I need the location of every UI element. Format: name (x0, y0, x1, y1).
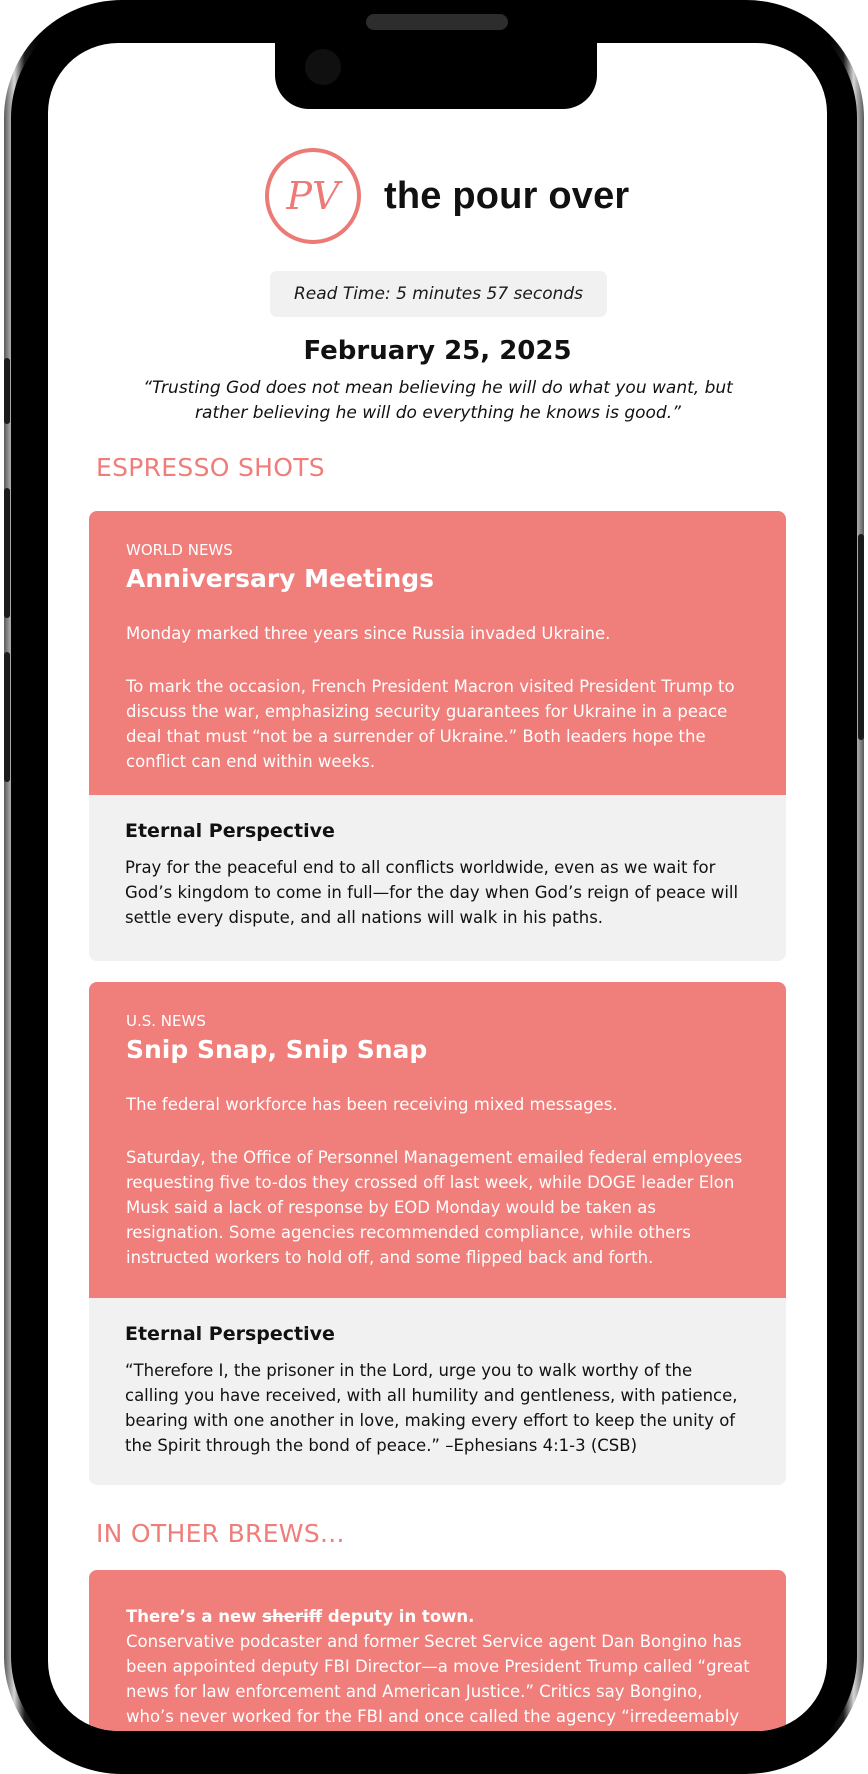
story-title[interactable]: Anniversary Meetings (126, 564, 435, 593)
phone-frame (4, 0, 864, 1774)
volume-down-button (4, 652, 10, 782)
story-paragraph: To mark the occasion, French President Macron visited President Trump to discuss the war, emphasizing security guarantees for Ukraine in a peace deal that must “not be a surrender of Ukraine.” Both leaders hope the conflict can end within weeks. (126, 677, 735, 771)
front-camera (305, 49, 341, 85)
brand-name: the pour over (384, 174, 630, 217)
story-card (89, 511, 786, 961)
issue-date: February 25, 2025 (303, 336, 572, 366)
eternal-perspective-panel (89, 795, 786, 961)
phone-screen (48, 43, 827, 1731)
story-category: WORLD NEWS (126, 541, 233, 559)
svg-text:PV: PV (286, 174, 340, 218)
notch (275, 43, 597, 109)
story-body (89, 982, 786, 1298)
daily-quote: “Trusting God does not mean believing he will do what you want, but rather believing he will do everything he knows is good.” (143, 378, 733, 423)
earpiece-speaker (366, 14, 508, 30)
mute-switch (4, 358, 10, 424)
power-button (858, 534, 864, 740)
brand-header[interactable] (264, 147, 629, 245)
brew-text: Conservative podcaster and former Secret Service agent Dan Bongino has been appointed deputy FBI Director—a move President Trump called “great news for law enforcement and American Justice.” Critics say Bongino, who’s never worked for the FBI and once called the agency “irredeemably (126, 1632, 750, 1726)
story-body (89, 511, 786, 795)
eternal-perspective-title: Eternal Perspective (125, 820, 335, 842)
read-time-badge: Read Time: 5 minutes 57 seconds (270, 271, 607, 317)
story-title[interactable]: Snip Snap, Snip Snap (126, 1035, 428, 1064)
eternal-perspective-text: Pray for the peaceful end to all conflicts worldwide, even as we wait for God’s kingdom to come in full—for the day when God’s reign of peace will settle every dispute, and all nations will walk in his paths. (125, 858, 739, 927)
eternal-perspective-title: Eternal Perspective (125, 1323, 335, 1345)
story-paragraph: Saturday, the Office of Personnel Management emailed federal employees requesting five to-dos they crossed off last week, while DOGE leader Elon Musk said a lack of response by EOD Monday would be taken as resignation. Some agencies recommended compliance, while others instructed workers to hold off, and some flipped back and forth. (126, 1148, 743, 1267)
eternal-perspective-text: “Therefore I, the prisoner in the Lord, urge you to walk worthy of the calling you have received, with all humility and gentleness, with patience, bearing with one another in love, making every effort to keep the unity of the Spirit through the bond of peace.” –Ephesians 4:1-3 (CSB) (125, 1361, 738, 1455)
story-paragraph: The federal workforce has been receiving mixed messages. (126, 1095, 618, 1114)
brew-card (89, 1570, 786, 1731)
struck-word: sheriff (262, 1607, 323, 1626)
story-category: U.S. NEWS (126, 1012, 206, 1030)
pour-over-logo-icon (264, 147, 362, 245)
volume-up-button (4, 488, 10, 618)
brew-body (89, 1570, 786, 1731)
story-paragraph: Monday marked three years since Russia invaded Ukraine. (126, 624, 611, 643)
section-title-espresso: ESPRESSO SHOTS (96, 453, 325, 482)
story-card (89, 982, 786, 1485)
section-title-brews: IN OTHER BREWS... (96, 1519, 345, 1548)
brew-headline[interactable]: There’s a new sheriff deputy in town. (126, 1607, 475, 1626)
eternal-perspective-panel (89, 1298, 786, 1485)
